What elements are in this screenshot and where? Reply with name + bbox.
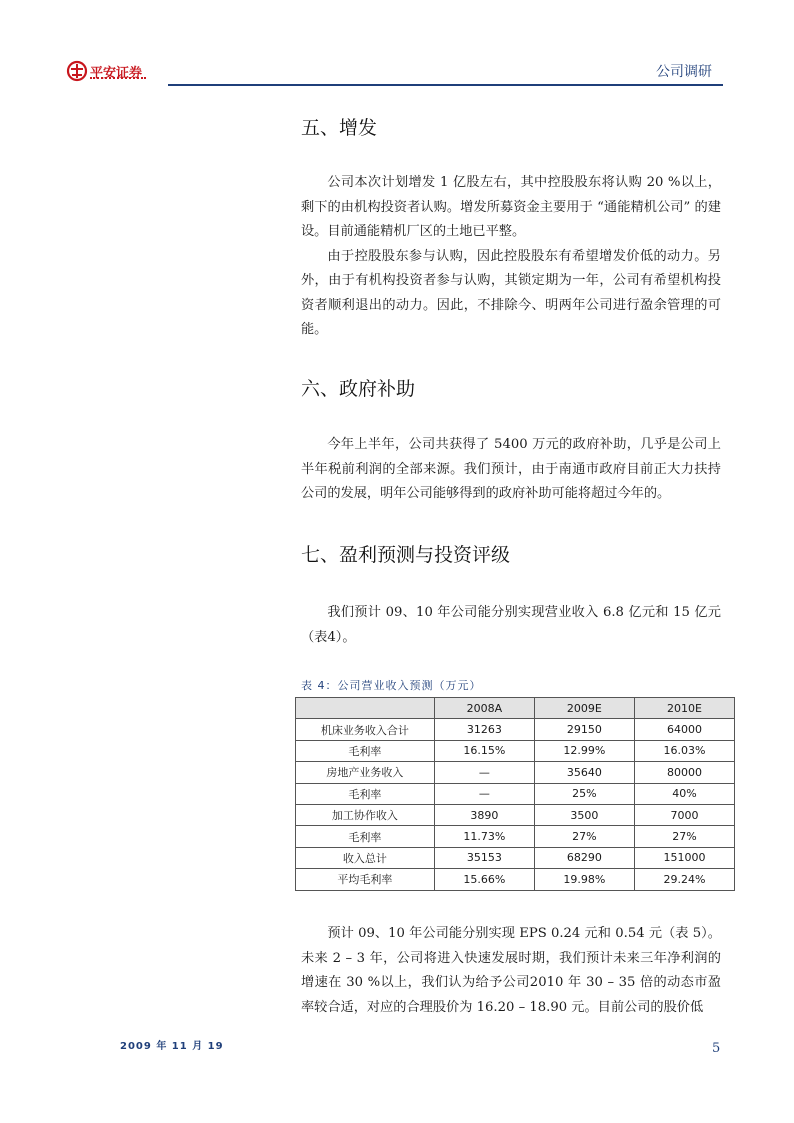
table-cell: 64000	[634, 719, 734, 740]
table-cell: 35640	[534, 762, 634, 783]
table-cell: 68290	[534, 847, 634, 868]
revenue-forecast-table	[295, 697, 735, 891]
table-cell: 27%	[634, 826, 734, 847]
table-row	[296, 762, 735, 783]
page-number: 5	[712, 1041, 721, 1056]
table-caption: 表 4：公司营业收入预测（万元）	[301, 679, 482, 692]
table-cell: 12.99%	[534, 740, 634, 761]
row-label: 毛利率	[296, 740, 435, 761]
paragraph: 公司本次计划增发 1 亿股左右，其中控股股东将认购 20 %以上，剩下的由机构投资者认购。增发所募资金主要用于 “通能精机公司” 的建设。目前通能精机厂区的土地已平整。	[301, 175, 721, 239]
paragraph: 由于控股股东参与认购，因此控股股东有希望增发价低的动力。另外，由于有机构投资者参与认购，其锁定期为一年，公司有希望机构投资者顺利退出的动力。因此，不排除今、明两年公司进行盈余管理的可能。	[301, 248, 721, 337]
table-cell: 3500	[534, 804, 634, 825]
table-row	[296, 783, 735, 804]
table-cell: 15.66%	[434, 869, 534, 890]
column-header: 2008A	[434, 698, 534, 719]
paragraph: 预计 09、10 年公司能分别实现 EPS 0.24 元和 0.54 元（表 5）。未来 2 – 3 年，公司将进入快速发展时期，我们预计未来三年净利润的增速在 30 %以上，我们认为给予公司2010 年 30 – 35 倍的动态市盈率较合适，对应的合理股价为 16.20 – 18.90 元。目前公司的股价低	[301, 926, 721, 1015]
table-cell: —	[434, 783, 534, 804]
table-cell: 19.98%	[534, 869, 634, 890]
paragraph: 今年上半年，公司共获得了 5400 万元的政府补助，几乎是公司上半年税前利润的全部来源。我们预计，由于南通市政府目前正大力扶持公司的发展，明年公司能够得到的政府补助可能将超过今年的。	[301, 437, 721, 501]
section-title-6: 六、政府补助	[301, 378, 416, 400]
paragraph: 我们预计 09、10 年公司能分别实现营业收入 6.8 亿元和 15 亿元（表4）。	[301, 605, 721, 645]
logo-text: 平安证券	[90, 66, 143, 81]
table-row	[296, 719, 735, 740]
row-label: 毛利率	[296, 826, 435, 847]
section-title-5: 五、增发	[301, 117, 378, 139]
row-label: 房地产业务收入	[296, 762, 435, 783]
table-cell: 31263	[434, 719, 534, 740]
row-label: 收入总计	[296, 847, 435, 868]
closing-body	[301, 922, 721, 1020]
table-cell: 11.73%	[434, 826, 534, 847]
table-cell: 35153	[434, 847, 534, 868]
section-7-body	[301, 601, 721, 650]
logo-underline	[90, 77, 146, 82]
table-cell: 16.03%	[634, 740, 734, 761]
table-cell: 3890	[434, 804, 534, 825]
table-header-row	[296, 698, 735, 719]
table-row	[296, 804, 735, 825]
table-row	[296, 826, 735, 847]
table-row	[296, 740, 735, 761]
section-5-body	[301, 171, 721, 343]
logo-emblem-icon	[66, 60, 90, 82]
table-row	[296, 869, 735, 890]
company-logo	[66, 60, 148, 84]
table-cell: 27%	[534, 826, 634, 847]
table-cell: 80000	[634, 762, 734, 783]
table-cell: 7000	[634, 804, 734, 825]
column-header	[296, 698, 435, 719]
table-cell: 29150	[534, 719, 634, 740]
row-label: 机床业务收入合计	[296, 719, 435, 740]
table-cell: 29.24%	[634, 869, 734, 890]
table-cell: 16.15%	[434, 740, 534, 761]
table-cell: 25%	[534, 783, 634, 804]
footer-date: 2009 年 11 月 19	[120, 1041, 224, 1052]
row-label: 平均毛利率	[296, 869, 435, 890]
header-label: 公司调研	[656, 64, 712, 80]
row-label: 毛利率	[296, 783, 435, 804]
header-rule	[168, 84, 723, 86]
table-cell: 151000	[634, 847, 734, 868]
table-cell: 40%	[634, 783, 734, 804]
section-title-7: 七、盈利预测与投资评级	[301, 544, 511, 566]
column-header: 2010E	[634, 698, 734, 719]
table-row	[296, 847, 735, 868]
section-6-body	[301, 433, 721, 507]
column-header: 2009E	[534, 698, 634, 719]
table-cell: —	[434, 762, 534, 783]
row-label: 加工协作收入	[296, 804, 435, 825]
